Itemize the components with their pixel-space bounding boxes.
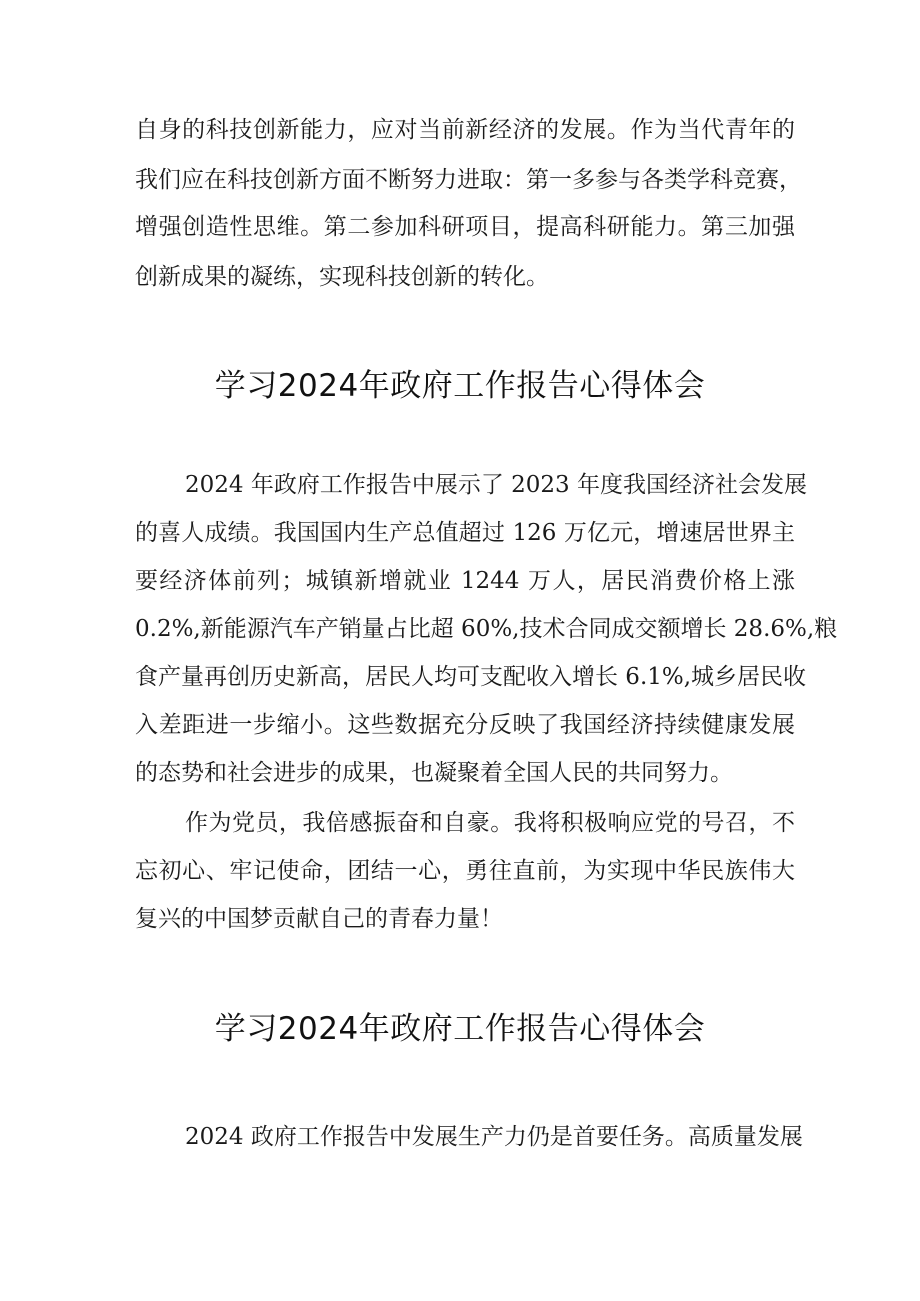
paragraph-line: 0.2%,新能源汽车产销量占比超 60%,技术合同成交额增长 28.6%,粮 [135,616,838,642]
section-heading: 学习2024年政府工作报告心得体会 [214,1011,706,1047]
paragraph-line: 我们应在科技创新方面不断努力进取：第一多参与各类学科竞赛， [135,167,802,193]
paragraph-line: 复兴的中国梦贡献自己的青春力量！ [135,906,503,932]
paragraph-line: 自身的科技创新能力，应对当前新经济的发展。作为当代青年的 [135,117,795,143]
paragraph-line: 入差距进一步缩小。这些数据充分反映了我国经济持续健康发展 [135,712,795,738]
paragraph-line: 2024 年政府工作报告中展示了 2023 年度我国经济社会发展 [185,472,807,498]
paragraph-line: 要经济体前列；城镇新增就业 1244 万人，居民消费价格上涨 [135,568,795,594]
paragraph-line: 增强创造性思维。第二参加科研项目，提高科研能力。第三加强 [135,214,795,240]
paragraph-line: 忘初心、牢记使命，团结一心，勇往直前，为实现中华民族伟大 [135,858,795,884]
paragraph-line: 作为党员，我倍感振奋和自豪。我将积极响应党的号召，不 [185,810,795,836]
paragraph-line: 创新成果的凝练，实现科技创新的转化。 [135,264,549,290]
paragraph-line: 的喜人成绩。我国国内生产总值超过 126 万亿元，增速居世界主 [135,520,795,546]
paragraph-line: 2024 政府工作报告中发展生产力仍是首要任务。高质量发展 [185,1124,803,1150]
paragraph-line: 食产量再创历史新高，居民人均可支配收入增长 6.1%,城乡居民收 [135,664,807,690]
paragraph-line: 的态势和社会进步的成果，也凝聚着全国人民的共同努力。 [135,760,733,786]
section-heading: 学习2024年政府工作报告心得体会 [214,368,706,404]
